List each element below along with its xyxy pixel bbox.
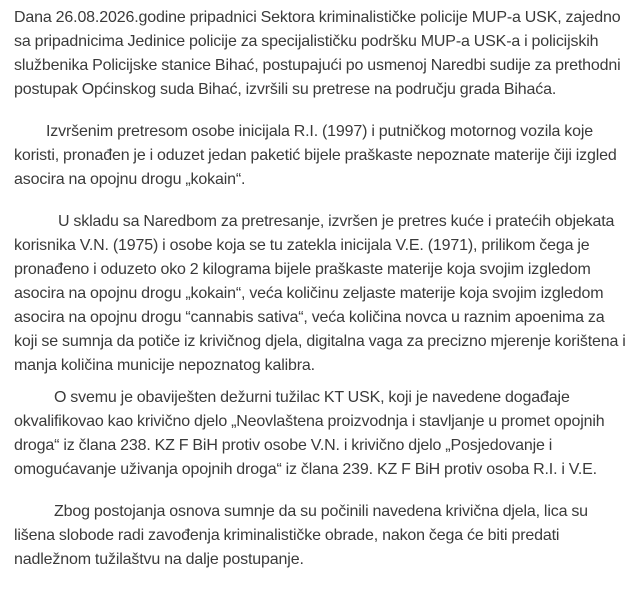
paragraph-prosecutor: O svemu je obaviješten dežurni tužilac KT USK, koji je navedene događaje okvalifikovao kao krivično djelo „Neovlaštena proizvodnja i stavljanje u promet opojnih droga“ iz člana 238. KZ F BiH protiv osobe V.N. i krivično djelo „Posjedovanje i omogućavanje uživanja opojnih droga“ iz člana 239. KZ F BiH protiv osoba R.I. i V.E.	[14, 389, 605, 478]
paragraph-search-intro: Dana 26.08.2026.godine pripadnici Sektora kriminalističke policije MUP-a USK, zajedno sa pripadnicima Jedinice policije za specijalističku podršku MUP-a USK-a i policijskih službenika Policijske stanice Bihać, postupajući po usmenoj Naredbi sudije za prethodni postupak Općinskog suda Bihać, izvršili su pretrese na području grada Bihaća.	[14, 9, 621, 98]
paragraph-arrest: Zbog postojanja osnova sumnje da su počinili navedena krivična djela, lica su lišena slobode radi zavođenja kriminalističke obrade, nakon čega će biti predati nadležnom tužilaštvu na dalje postupanje.	[14, 503, 588, 568]
paragraph-person-search: Izvršenim pretresom osobe inicijala R.I. (1997) i putničkog motornog vozila koje koristi, pronađen je i oduzet jedan paketić bijele praškaste nepoznate materije čiji izgled asocira na opojnu drogu „kokain“.	[14, 123, 617, 188]
paragraph-house-search: U skladu sa Naredbom za pretresanje, izvršen je pretres kuće i pratećih objekata korisnika V.N. (1975) i osobe koja se tu zatekla inicijala V.E. (1971), prilikom čega je pronađeno i oduzeto oko 2 kilograma bijele praškaste materije koja svojim izgledom asocira na opojnu drogu „kokain“, veća količinu zeljaste materije koja svojim izgledom asocira na opojnu drogu “cannabis sativa“, veća količina novca u raznim apoenima za koji se sumnja da potiče iz krivičnog djela, digitalna vaga za precizno mjerenje korištena i manja količina municije nepoznatog kalibra.	[14, 213, 626, 374]
